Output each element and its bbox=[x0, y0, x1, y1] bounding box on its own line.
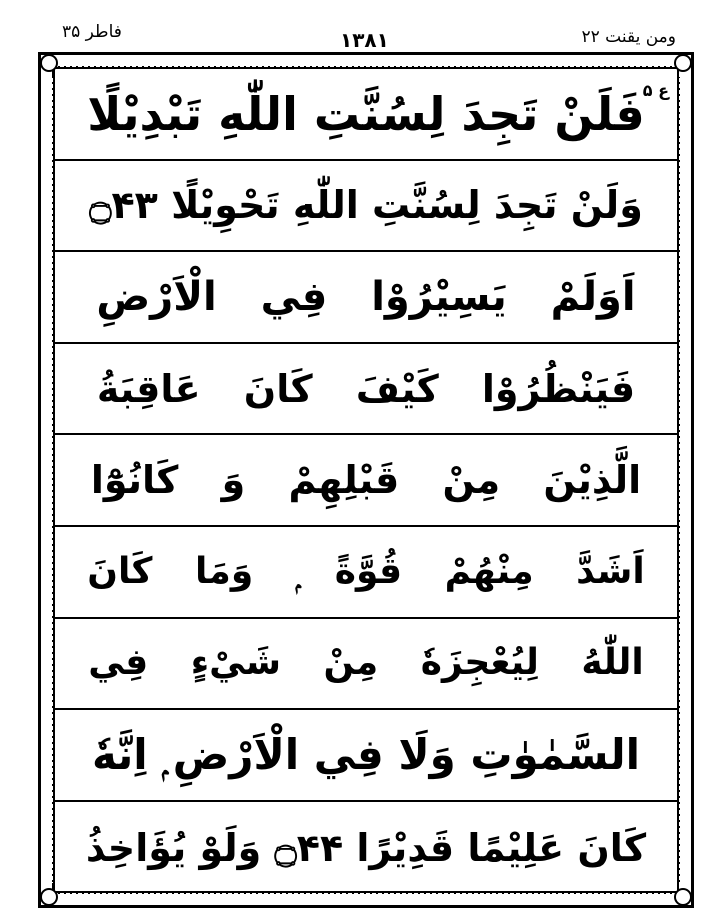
line-text: اللّٰهُ لِيُعْجِزَهٗ مِنْ شَيْءٍ فِي bbox=[88, 642, 644, 684]
line-text: اَوَلَمْ يَسِيْرُوْا فِي الْاَرْضِ bbox=[96, 273, 636, 320]
text-line-4 bbox=[55, 344, 677, 436]
text-block bbox=[53, 67, 679, 893]
corner-ornament bbox=[40, 888, 58, 906]
corner-ornament bbox=[674, 888, 692, 906]
line-text: وَلَنْ تَجِدَ لِسُنَّتِ اللّٰهِ تَحْوِيْلًا ۝۴۳ bbox=[89, 183, 643, 228]
corner-ornament bbox=[40, 54, 58, 72]
text-line-3 bbox=[55, 252, 677, 344]
line-text: فَيَنْظُرُوْا كَيْفَ كَانَ عَاقِبَةُ bbox=[96, 366, 636, 411]
text-line-6 bbox=[55, 527, 677, 619]
text-line-2 bbox=[55, 161, 677, 253]
line-text: الَّذِيْنَ مِنْ قَبْلِهِمْ وَ كَانُوْٓا bbox=[90, 458, 642, 503]
ruku-marker: ع ۵ bbox=[642, 81, 669, 100]
line-text: فَلَنْ تَجِدَ لِسُنَّتِ اللّٰهِ تَبْدِيْلًا bbox=[87, 86, 645, 141]
juz-name-header: ومن يقنت ۲۲ bbox=[581, 27, 676, 47]
page-header bbox=[0, 0, 728, 50]
text-line-8 bbox=[55, 710, 677, 802]
line-text: كَانَ عَلِيْمًا قَدِيْرًا ۝۴۴ وَلَوْ يُؤَاخِذُ bbox=[85, 825, 647, 870]
surah-name-header: فاطر ۳۵ bbox=[62, 22, 122, 42]
text-line-1 bbox=[55, 69, 677, 161]
text-line-5 bbox=[55, 435, 677, 527]
page-number: ۱۳۸۱ bbox=[340, 28, 389, 52]
text-line-9 bbox=[55, 802, 677, 894]
corner-ornament bbox=[674, 54, 692, 72]
text-line-7 bbox=[55, 619, 677, 711]
line-text: السَّمٰوٰتِ وَلَا فِي الْاَرْضِ ۭ اِنَّهٗ bbox=[92, 729, 640, 779]
line-text: اَشَدَّ مِنْهُمْ قُوَّةً ۭ وَمَا كَانَ bbox=[87, 550, 645, 592]
